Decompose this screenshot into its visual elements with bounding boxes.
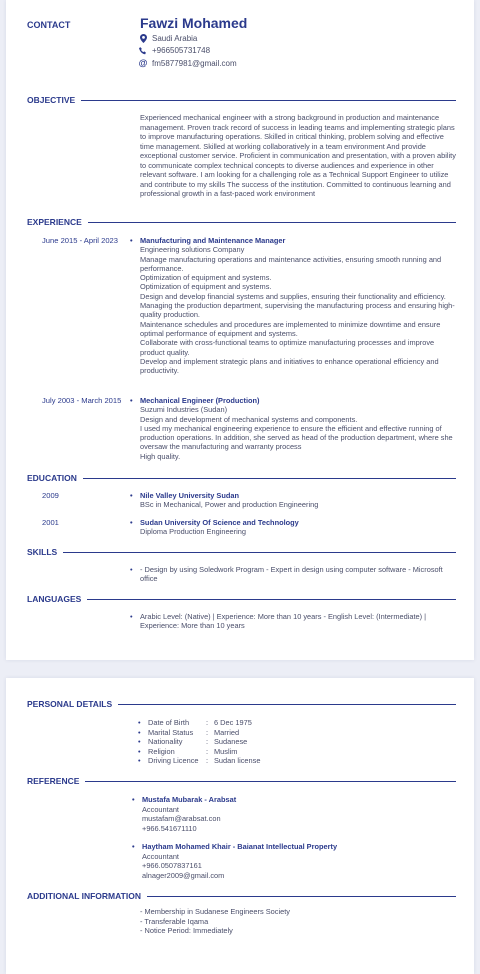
additional-info-line: - Notice Period: Immediately [140,926,233,936]
experience-date: July 2003 - March 2015 [42,396,122,405]
experience-date: June 2015 - April 2023 [42,236,118,245]
phone-text: +966505731748 [152,46,211,55]
languages-text: Arabic Level: (Native) | Experience: More than 10 years - English Level: (Intermediate) | Experience: More than 10 years [140,612,427,631]
personal-detail-row: • Driving Licence : Sudan license [138,756,261,766]
education-year: 2001 [42,518,59,527]
section-divider [63,552,456,553]
reference-line[interactable]: alnager2009@gmail.com [142,870,225,880]
personal-detail-row: • Date of Birth : 6 Dec 1975 [138,718,252,727]
reference-name: • Haytham Mohamed Khair - Baianat Intellectual Property [132,842,338,851]
contact-location [138,34,197,43]
reference-entry [132,795,442,833]
education-year: 2009 [42,491,59,500]
reference-line: Accountant [142,851,179,861]
additional-info-list [140,907,290,936]
education-degree: BSc in Mechanical, Power and production Engineering [140,500,319,510]
at-sign-icon: @ [138,58,148,68]
experience-section-header [27,216,456,228]
additional-title: ADDITIONAL INFORMATION [27,891,141,901]
experience-detail: Design and development of mechanical systems and components. [140,414,358,424]
section-divider [147,896,456,897]
experience-detail: I used my mechanical engineering experience to ensure the efficient and effective running of production operations. In addition, she served as head of the production department, where she oversaw the manufacturing and warranty process [140,423,453,452]
reference-name: • Mustafa Mubarak - Arabsat [132,795,237,804]
personal-section-header [27,698,456,710]
experience-role: • Mechanical Engineer (Production) [130,396,260,405]
experience-detail: Design and develop financial systems and supplies, ensuring their functionality and efficiency. [140,291,446,301]
resume-page-2 [6,678,474,974]
personal-title: PERSONAL DETAILS [27,699,113,709]
objective-text: Experienced mechanical engineer with a strong background in production and maintenance management. Proven track record of success in leading teams and implementing strategic plans to improve manufacturing operations. Skilled in critical thinking, problem solving and effective time management. Skilled at working collaboratively in a team environment And provide exceptional customer service. Proficient in communication and presentation, with a proven ability to communicate complex technical concepts to diverse audiences and experience in other relevant software. I am looking for a challenging role as a Technical Support Engineer to utilize and contribute to my skills The success of the institution. Committed to continuous learning and professional growth in a fast-paced work environment [140,113,456,198]
location-pin-icon [138,34,148,43]
education-degree: Diploma Production Engineering [140,527,246,537]
skills-title: SKILLS [27,547,58,557]
section-divider [83,478,456,479]
experience-company: Suzumi Industries (Sudan) [140,405,228,415]
experience-body [130,236,456,376]
reference-line[interactable]: mustafam@arabsat.con [142,814,221,824]
personal-detail-row: • Religion : Muslim [138,746,238,756]
candidate-name: Fawzi Mohamed [140,15,248,31]
section-divider [81,100,456,101]
languages-section-header [27,593,456,605]
experience-detail: Collaborate with cross-functional teams to optimize manufacturing processes and improve product quality. [140,338,435,357]
personal-details-list [138,718,261,766]
experience-title: EXPERIENCE [27,217,82,227]
experience-detail: Maintenance schedules and procedures are implemented to minimize downtime and ensure optimal performance of equipment and systems. [140,319,441,338]
experience-detail: High quality. [140,451,181,461]
personal-detail-row: • Marital Status : Married [138,727,240,737]
education-title: EDUCATION [27,473,77,483]
experience-detail: Optimization of equipment and systems. [140,273,272,283]
languages-title: LANGUAGES [27,594,82,604]
section-divider [87,599,456,600]
contact-email[interactable] [138,58,237,68]
experience-company: Engineering solutions Company [140,245,245,255]
section-divider [88,222,456,223]
skills-section-header [27,546,456,558]
education-school: • Sudan University Of Science and Technology [130,518,299,527]
phone-icon [138,47,148,55]
reference-section-header [27,775,456,787]
experience-detail: Manage manufacturing operations and maintenance activities, ensuring smooth running and performance. [140,254,442,273]
experience-role: • Manufacturing and Maintenance Manager [130,236,286,245]
experience-detail: Develop and implement strategic plans and initiatives to enhance operational efficiency and productivity. [140,356,439,376]
contact-phone [138,46,210,55]
reference-line: +966.0507837161 [142,861,202,871]
education-school: • Nile Valley University Sudan [130,491,239,500]
reference-line: Accountant [142,804,179,814]
additional-section-header [27,890,456,902]
email-text[interactable]: fm5877981@gmail.com [152,58,237,68]
objective-title: OBJECTIVE [27,95,76,105]
section-divider [85,781,456,782]
resume-page-1: CONTACT Fawzi Mohamed Saudi Arabia +966505731748 @ fm5877981@gmail.com OBJECTIVE Experienced mechanical engineer with a strong background in production and maintenance management. Proven track record of success in leading teams and implementing strategic plans to improve manufacturing operations. Skilled in critical thinking, problem solving and effective time management. Skilled at working collaboratively in a team environment And provide exceptional customer service. Proficient in communication and presentation, with a proven ability to communicate complex technical concepts to diverse audiences and experience in other relevant software. I am looking for a challenging role as a Technical Support Engineer to utilize and contribute to my skills The success of the institution. Committed to continuous learning and professional growth in a fast-paced work environment EXPERIENCE June 2015 - April 2023 • Manufacturing and Maintenance Manager Engineering solutions Company Manage manufacturing operations and maintenance activities, ensuring smooth running and performance. Optimization of equipment and systems. Optimization of equipment and systems. Design and develop financial systems and supplies, ensuring their functionality and efficiency. Managing the production department, supervising the manufacturing process and ensuring high-quality production. Maintenance schedules and procedures are implemented to minimize downtime and ensure optimal performance of equipment and systems. Collaborate with cross-functional teams to optimize manufacturing processes and improve product quality. Develop and implement strategic plans and initiatives to enhance operational efficiency and productivity. July 2003 - March 2015 • Mechanical Engineer (Production) Suzumi Industries (Sudan) Design and development of mechanical systems and components. I used my mechanical engineering experience to ensure the efficient and effective running of production operations. In addition, she served as head of the production department, where she oversaw the manufacturing and warranty process High quality. EDUCATION 2009 • Nile Valley University Sudan BSc in Mechanical, Power and production Engineering 2001 • Sudan University Of Science and Technology Diploma Production Engineering SKILLS • - Design by using Soledwork Program - Expert in design using computer software - Microsoft office LANGUAGES • Arabic Level: (Native) | Experience: More than 10 years - English Level: (Intermediate) | Experience: More than 10 years [6,0,474,660]
experience-detail: Managing the production department, supervising the manufacturing process and ensuring high-quality production. [140,301,455,320]
additional-info-line: - Membership in Sudanese Engineers Society [140,907,290,916]
reference-line: +966.541671110 [142,823,197,833]
experience-body [130,396,456,461]
experience-detail: Optimization of equipment and systems. [140,282,272,292]
personal-detail-row: • Nationality : Sudanese [138,737,248,747]
skills-text: - Design by using Soledwork Program - Expert in design using computer software - Microsoft office [140,565,443,584]
reference-entry [132,842,442,880]
contact-label: CONTACT [27,20,71,30]
education-section-header [27,472,456,484]
reference-title: REFERENCE [27,776,80,786]
section-divider [118,704,456,705]
objective-section-header [27,94,456,106]
additional-info-line: - Transferable Iqama [140,916,209,926]
location-text: Saudi Arabia [152,34,198,43]
